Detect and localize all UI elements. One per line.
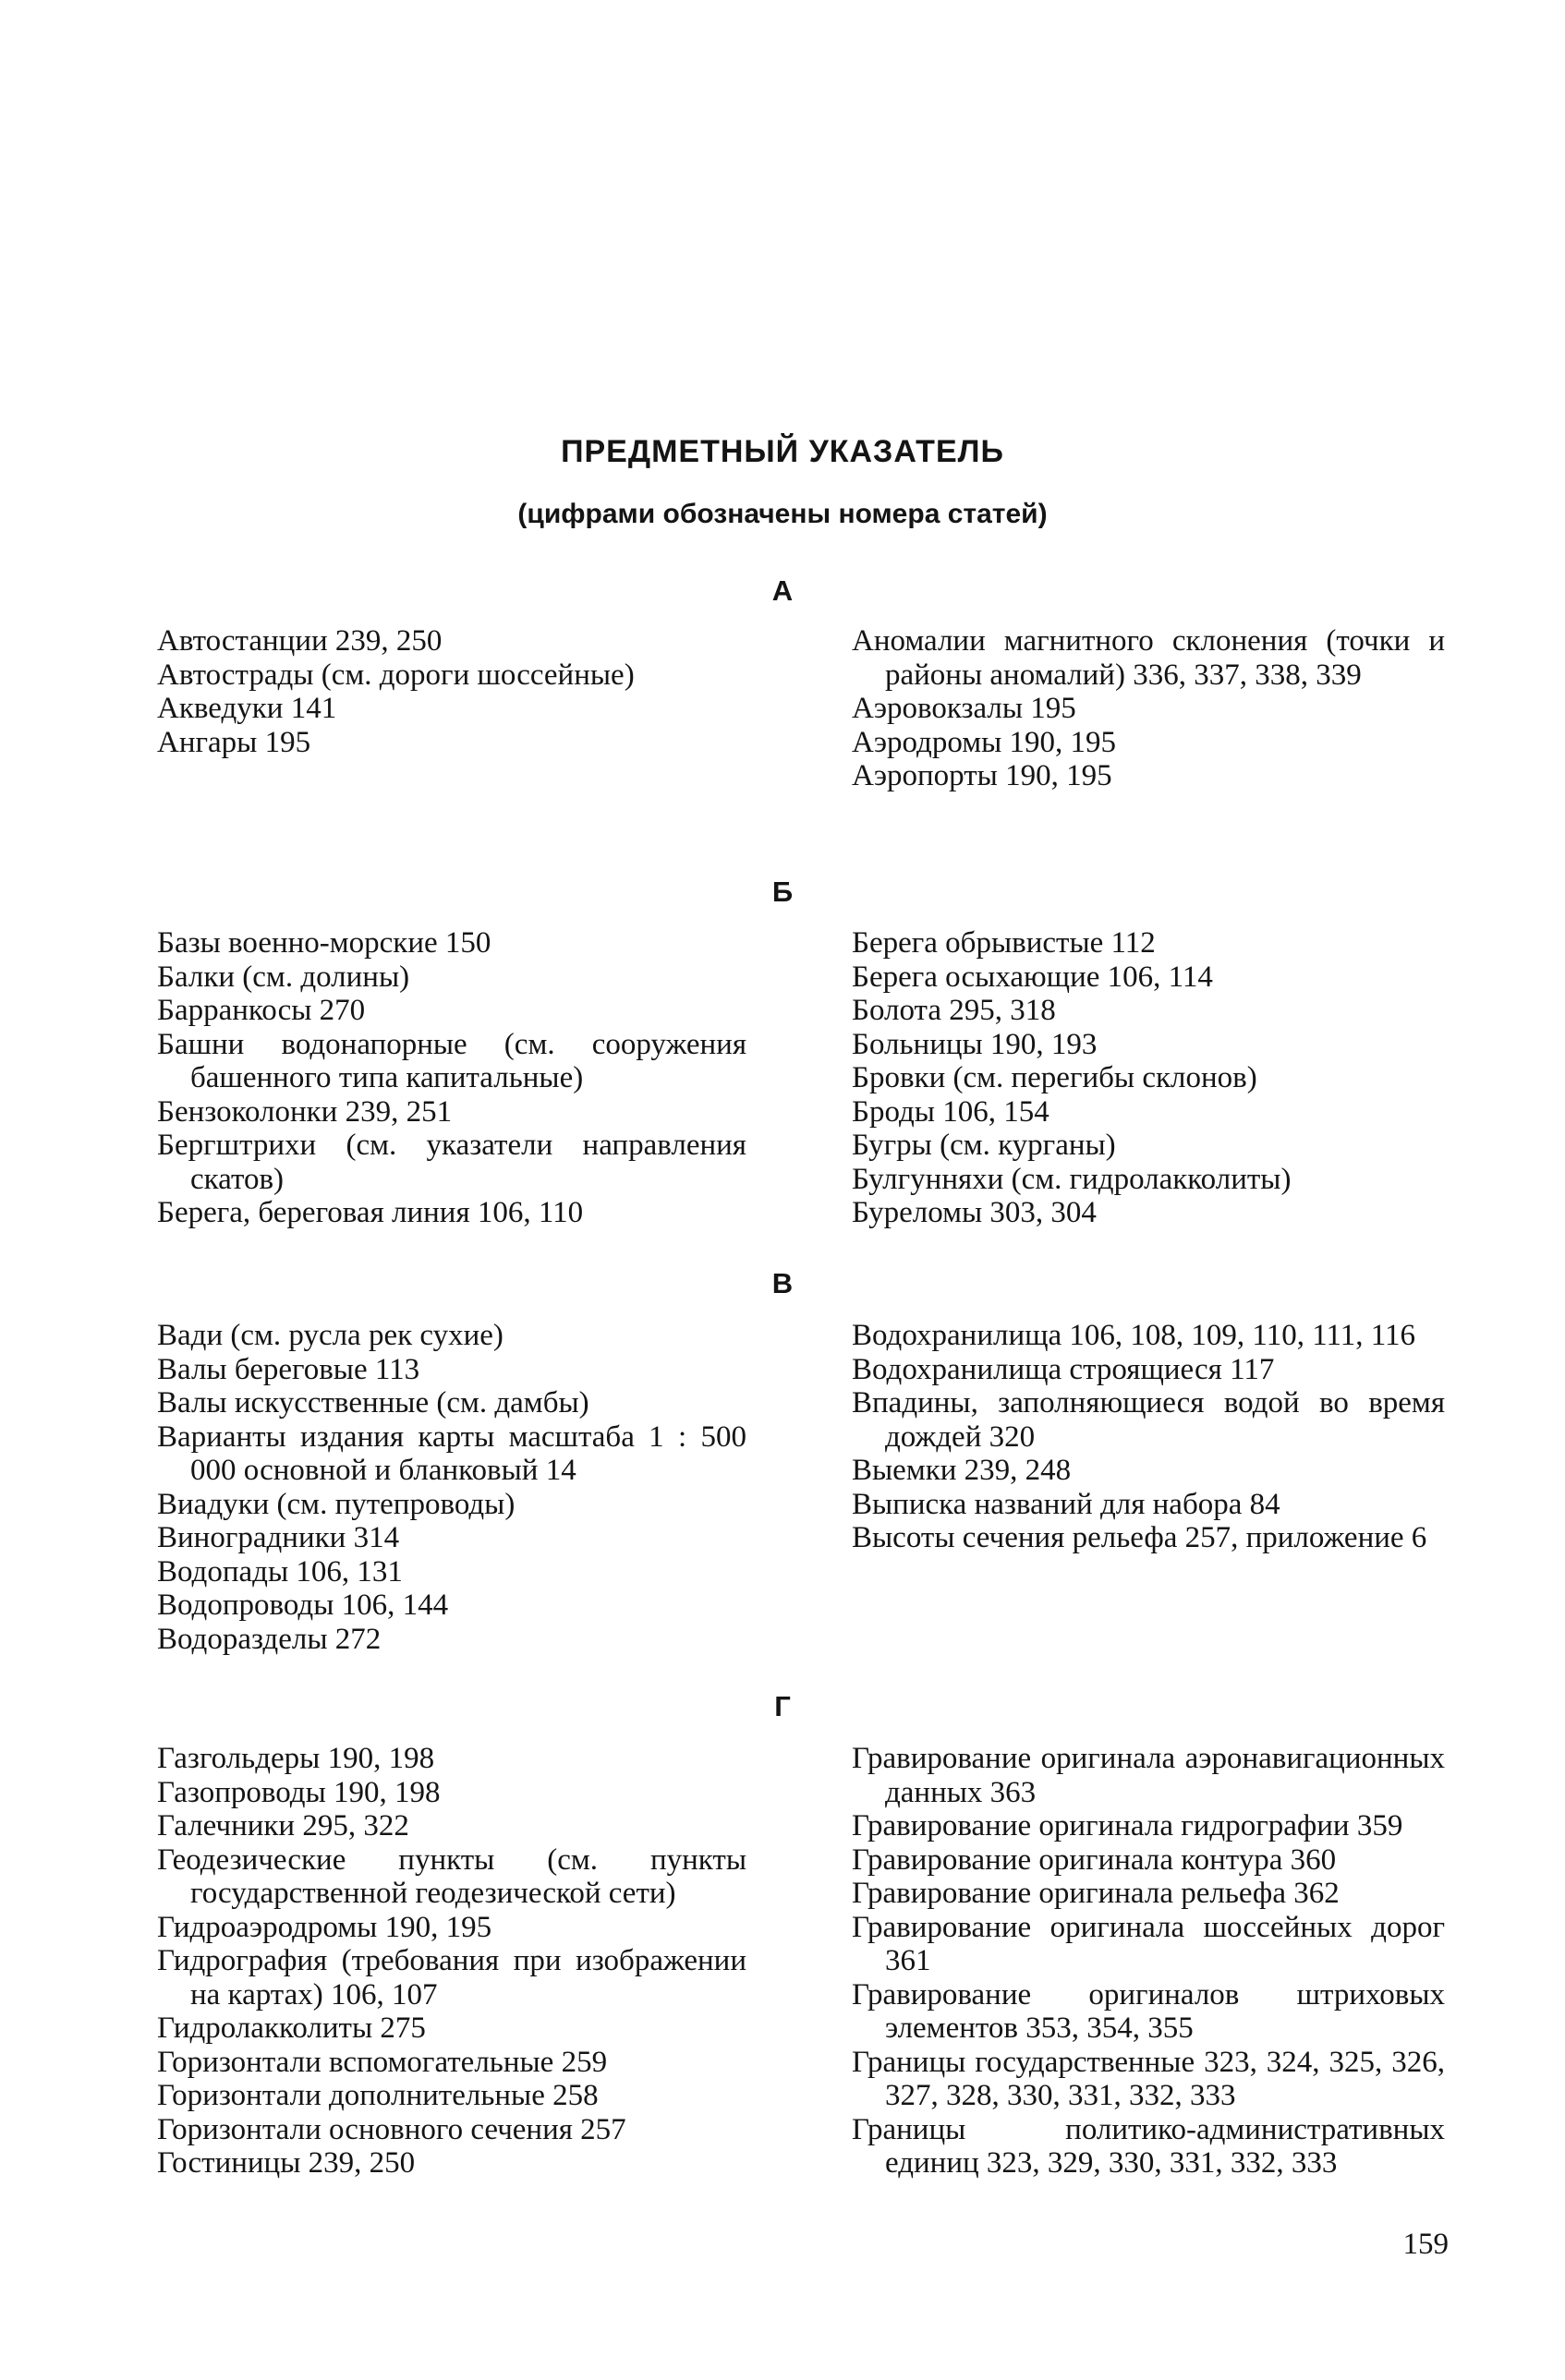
index-entry: Вади (см. русла рек сухие): [157, 1319, 503, 1352]
index-entry: Аномалии магнитного склонения (точки и районы аномалий) 336, 337, 338, 339: [852, 624, 1445, 692]
index-entry: Ангары 195: [157, 725, 311, 759]
index-entry: Водоразделы 272: [157, 1622, 382, 1656]
index-entry: Горизонтали основного сечения 257: [157, 2112, 626, 2146]
page-subtitle: (цифрами обозначены номера статей): [517, 499, 1048, 529]
section-letter-b: Б: [771, 876, 794, 908]
section-g-left-column: [157, 1742, 746, 2181]
index-entry: Гидрография (требования при изображении на картах) 106, 107: [157, 1944, 746, 2012]
index-entry: Булгунняхи (см. гидролакколиты): [852, 1162, 1292, 1196]
index-entry: Броды 106, 154: [852, 1094, 1049, 1129]
index-entry: Выписка названий для набора 84: [852, 1487, 1280, 1521]
index-entry: Аэровокзалы 195: [852, 692, 1076, 725]
index-entry: Водохранилища строящиеся 117: [852, 1352, 1275, 1386]
index-entry: Бровки (см. перегибы склонов): [852, 1061, 1257, 1094]
index-entry: Гравирование оригинала контура 360: [852, 1842, 1337, 1877]
index-entry: Балки (см. долины): [157, 960, 410, 994]
index-entry: Геодезические пункты (см. пункты государственной геодезической сети): [157, 1842, 746, 1910]
index-entry: Гравирование оригинала шоссейных дорог 361: [852, 1910, 1445, 1977]
index-entry: Берега осыхающие 106, 114: [852, 960, 1213, 994]
index-entry: Бензоколонки 239, 251: [157, 1094, 453, 1129]
index-entry: Берега обрывистые 112: [852, 926, 1156, 960]
section-b-left-column: [157, 926, 746, 1230]
index-entry: Водопроводы 106, 144: [157, 1589, 449, 1622]
index-entry: Газгольдеры 190, 198: [157, 1742, 435, 1775]
index-entry: Валы искусственные (см. дамбы): [157, 1386, 589, 1420]
index-entry: Высоты сечения рельефа 257, приложение 6: [852, 1521, 1427, 1554]
index-entry: Газопроводы 190, 198: [157, 1775, 441, 1809]
index-entry: Виадуки (см. путепроводы): [157, 1487, 516, 1521]
index-entry: Водохранилища 106, 108, 109, 110, 111, 116: [852, 1319, 1416, 1352]
index-entry: Виноградники 314: [157, 1521, 400, 1554]
section-b-right-column: [852, 926, 1445, 1230]
index-entry: Буреломы 303, 304: [852, 1196, 1097, 1229]
index-entry: Гостиницы 239, 250: [157, 2146, 416, 2180]
index-entry: Гравирование оригинала рельефа 362: [852, 1877, 1340, 1910]
section-v-right-column: [852, 1319, 1445, 1555]
section-a-left-column: [157, 624, 746, 759]
index-entry: Автостанции 239, 250: [157, 624, 443, 658]
index-entry: Галечники 295, 322: [157, 1809, 409, 1842]
index-entry: Берега, береговая линия 106, 110: [157, 1196, 584, 1229]
section-letter-a: А: [771, 574, 794, 607]
section-letter-g: Г: [774, 1690, 791, 1722]
index-entry: Выемки 239, 248: [852, 1454, 1072, 1487]
index-entry: Башни водонапорные (см. сооружения башенного типа капитальные): [157, 1027, 746, 1094]
index-entry: Бергштрихи (см. указатели направления скатов): [157, 1129, 746, 1196]
index-entry: Болота 295, 318: [852, 994, 1056, 1027]
index-entry: Валы береговые 113: [157, 1352, 420, 1386]
index-entry: Гидролакколиты 275: [157, 2012, 426, 2045]
index-entry: Гидроаэродромы 190, 195: [157, 1910, 492, 1944]
page-title: ПРЕДМЕТНЫЙ УКАЗАТЕЛЬ: [561, 434, 1004, 469]
index-entry: Гравирование оригинала гидрографии 359: [852, 1809, 1403, 1842]
index-entry: Границы политико-административных единиц 323, 329, 330, 331, 332, 333: [852, 2112, 1445, 2180]
index-entry: Акведуки 141: [157, 692, 337, 725]
section-a-right-column: [852, 624, 1445, 793]
index-entry: Базы военно-морские 150: [157, 926, 491, 960]
index-entry: Водопады 106, 131: [157, 1554, 403, 1589]
index-entry: Барранкосы 270: [157, 994, 366, 1027]
index-entry: Аэропорты 190, 195: [852, 759, 1112, 792]
index-entry: Горизонтали вспомогательные 259: [157, 2045, 608, 2079]
index-entry: Больницы 190, 193: [852, 1027, 1098, 1061]
section-v-left-column: [157, 1319, 746, 1656]
section-letter-v: В: [771, 1267, 794, 1299]
index-entry: Автострады (см. дороги шоссейные): [157, 658, 635, 692]
index-entry: Гравирование оригиналов штриховых элементов 353, 354, 355: [852, 1977, 1445, 2045]
index-entry: Аэродромы 190, 195: [852, 725, 1117, 759]
index-entry: Варианты издания карты масштаба 1 : 500 000 основной и бланковый 14: [157, 1420, 746, 1487]
index-entry: Горизонтали дополнительные 258: [157, 2079, 599, 2112]
index-entry: Границы государственные 323, 324, 325, 326, 327, 328, 330, 331, 332, 333: [852, 2045, 1445, 2112]
index-entry: Гравирование оригинала аэронавигационных данных 363: [852, 1742, 1445, 1809]
index-entry: Бугры (см. курганы): [852, 1129, 1116, 1162]
section-g-right-column: [852, 1742, 1445, 2181]
page-number: 159: [1402, 2228, 1449, 2261]
index-entry: Впадины, заполняющиеся водой во время дождей 320: [852, 1386, 1445, 1454]
